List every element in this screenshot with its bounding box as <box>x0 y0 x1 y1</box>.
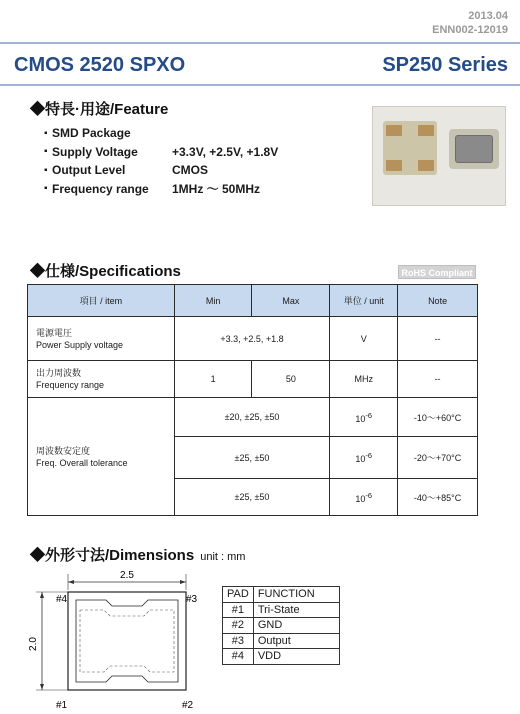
feature-item <box>44 180 278 199</box>
table-row <box>223 633 340 649</box>
arrow-icon <box>180 580 186 584</box>
feature-value: 1MHz ～ 50MHz <box>172 182 261 197</box>
unit-base: 10 <box>355 493 366 504</box>
frequency-min: 1 <box>174 361 252 398</box>
product-photo <box>372 106 506 206</box>
header-pad: PAD <box>223 587 254 603</box>
package-drawing <box>24 560 204 714</box>
document-date: 2013.04 <box>468 10 508 22</box>
rohs-badge: RoHS Compliant <box>398 265 476 279</box>
unit-exponent: -6 <box>365 451 373 460</box>
header-min: Min <box>174 285 252 317</box>
row-label <box>28 398 175 516</box>
bullet-icon: ▪ <box>44 146 48 158</box>
table-row <box>28 361 478 398</box>
pin3-label: #3 <box>186 594 198 605</box>
feature-label: SMD Package <box>52 126 131 141</box>
table-row <box>223 618 340 634</box>
pin4-label: #4 <box>56 594 68 605</box>
row-label-en: Power Supply voltage <box>36 339 124 350</box>
unit-exponent: -6 <box>365 490 373 500</box>
product-title: CMOS 2520 SPXO <box>14 54 186 76</box>
arrow-icon <box>40 684 44 690</box>
pad-number: #4 <box>223 649 254 665</box>
table-header-row <box>28 285 478 317</box>
chip-pad <box>386 125 402 136</box>
feature-heading: ◆特長·用途/Feature <box>30 101 169 118</box>
pad-function: VDD <box>253 649 339 665</box>
feature-item <box>44 143 278 162</box>
tolerance-value: ±25, ±50 <box>174 437 330 479</box>
header-note: Note <box>398 285 478 317</box>
feature-item <box>44 124 278 143</box>
feature-label: Frequency range <box>52 181 149 196</box>
feature-label: Output Level <box>52 163 126 178</box>
table-row <box>223 602 340 618</box>
unit-exponent: -6 <box>365 410 373 420</box>
package-outline <box>68 592 186 690</box>
pin2-label: #2 <box>182 700 194 711</box>
tolerance-unit <box>330 398 398 437</box>
pad-number: #3 <box>223 633 254 649</box>
feature-value: +3.3V, +2.5V, +1.8V <box>172 144 279 159</box>
frequency-max: 50 <box>252 361 330 398</box>
bullet-icon: ▪ <box>44 183 48 195</box>
bullet-icon: ▪ <box>44 164 48 176</box>
pad-function: Tri-State <box>253 602 339 618</box>
frequency-unit: MHz <box>330 361 398 398</box>
tolerance-value: ±25, ±50 <box>174 479 330 516</box>
height-label: 2.0 <box>28 637 39 651</box>
chip-bottom-view <box>383 121 437 175</box>
supply-note: -- <box>398 317 478 361</box>
row-label-en: Frequency range <box>36 380 105 390</box>
header-function: FUNCTION <box>253 587 339 603</box>
row-label-jp: 周波数安定度 <box>36 445 91 456</box>
tolerance-unit <box>330 437 398 479</box>
feature-list <box>44 124 278 198</box>
table-row <box>28 398 478 437</box>
pin1-label: #1 <box>56 700 68 711</box>
pad-number: #1 <box>223 602 254 618</box>
row-label <box>28 317 175 361</box>
header-unit: 単位 / unit <box>330 285 398 317</box>
chip-pad <box>418 125 434 136</box>
arrow-icon <box>68 580 74 584</box>
title-bar <box>0 42 520 86</box>
dimensions-title: ◆外形寸法/Dimensions <box>30 547 195 564</box>
unit-base: 10 <box>355 413 366 424</box>
pad-number: #2 <box>223 618 254 634</box>
table-row <box>28 317 478 361</box>
header-item: 項目 / item <box>28 285 175 317</box>
row-label <box>28 361 175 398</box>
tolerance-note: -40～+85°C <box>398 479 478 516</box>
header-max: Max <box>252 285 330 317</box>
arrow-icon <box>40 592 44 598</box>
supply-value: +3.3, +2.5, +1.8 <box>174 317 330 361</box>
chip-pad <box>418 160 434 171</box>
row-label-jp: 出力周波数 <box>36 368 82 378</box>
unit-base: 10 <box>355 454 366 464</box>
table-header-row <box>223 587 340 603</box>
row-label-jp: 電源電圧 <box>36 327 73 338</box>
dimensions-unit: unit : mm <box>200 551 246 563</box>
chip-top-view <box>449 129 499 169</box>
frequency-note: -- <box>398 361 478 398</box>
bullet-icon: ▪ <box>44 127 48 139</box>
chip-pad <box>386 160 402 171</box>
tolerance-note: -20～+70°C <box>398 437 478 479</box>
tolerance-value: ±20, ±25, ±50 <box>174 398 330 437</box>
feature-label: Supply Voltage <box>52 144 138 159</box>
pad-function: Output <box>253 633 339 649</box>
specifications-heading: ◆仕様/Specifications <box>30 263 181 280</box>
pad-function: GND <box>253 618 339 634</box>
table-row <box>223 649 340 665</box>
feature-value: CMOS <box>172 163 208 178</box>
specifications-table <box>27 284 478 516</box>
tolerance-note: -10～+60°C <box>398 398 478 437</box>
pad-function-table <box>222 586 340 665</box>
supply-unit: V <box>330 317 398 361</box>
document-code: ENN002-12019 <box>432 24 508 36</box>
width-label: 2.5 <box>120 570 134 581</box>
row-label-en: Freq. Overall tolerance <box>36 457 128 468</box>
tolerance-unit <box>330 479 398 516</box>
chip-lid <box>455 135 493 163</box>
series-title: SP250 Series <box>382 54 508 76</box>
feature-item <box>44 161 278 180</box>
